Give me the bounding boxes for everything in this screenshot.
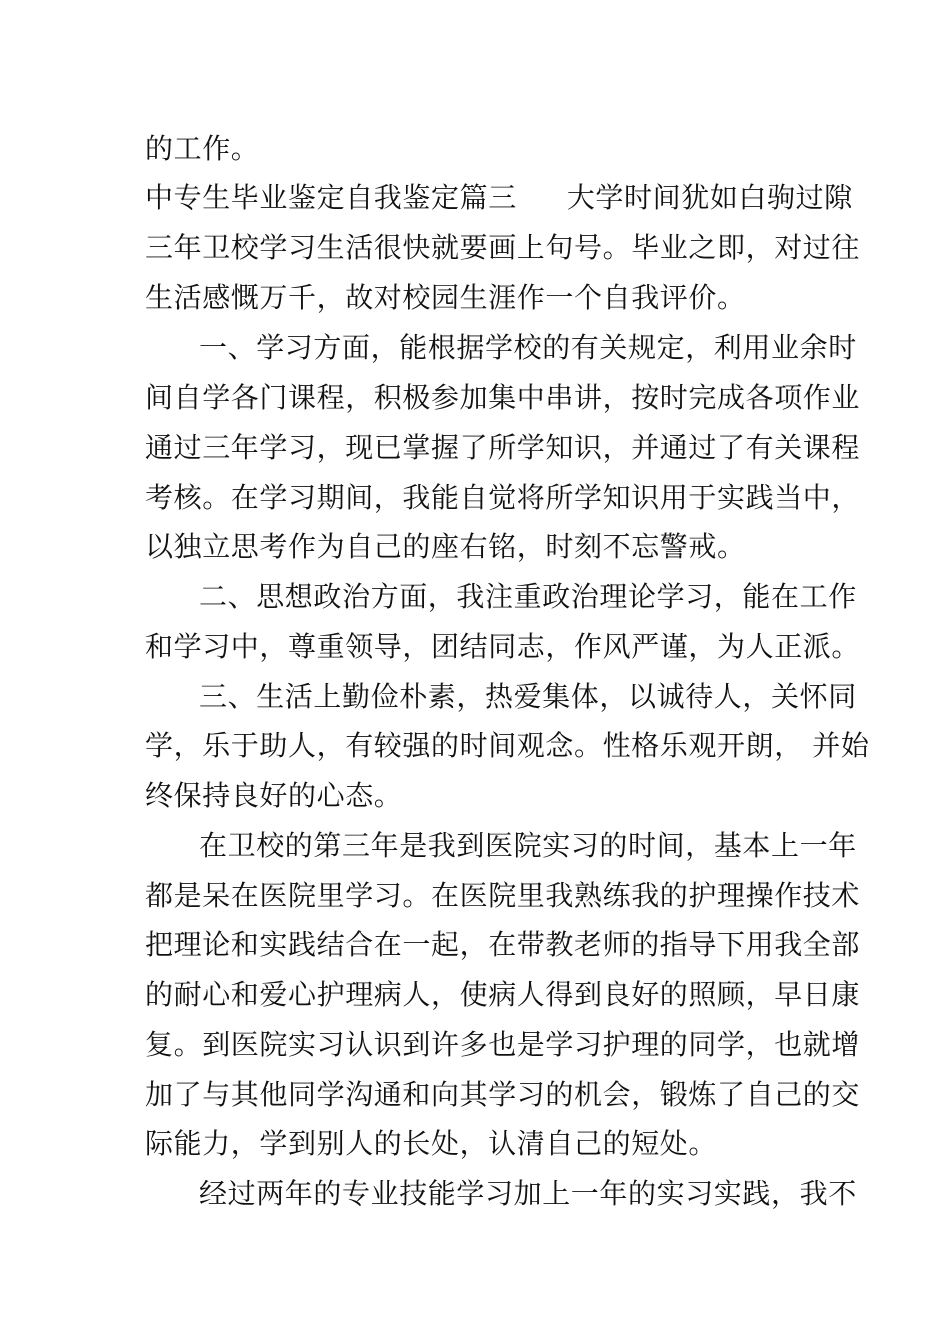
- text-line: 学，乐于助人，有较强的时间观念。性格乐观开朗， 并始: [145, 729, 870, 762]
- text-line: 通过三年学习，现已掌握了所学知识，并通过了有关课程: [145, 431, 861, 464]
- text-line: 都是呆在医院里学习。在医院里我熟练我的护理操作技术: [145, 879, 861, 912]
- text-line: 考核。在学习期间，我能自觉将所学知识用于实践当中，: [145, 481, 861, 514]
- text-line: 加了与其他同学沟通和向其学习的机会，锻炼了自己的交: [145, 1078, 861, 1111]
- text-line: 际能力，学到别人的长处，认清自己的短处。: [145, 1127, 718, 1160]
- text-line: 和学习中，尊重领导，团结同志，作风严谨，为人正派。: [145, 630, 861, 663]
- text-line: 二、思想政治方面，我注重政治理论学习，能在工作: [199, 580, 857, 613]
- text-line: 大学时间犹如白驹过隙: [566, 181, 853, 214]
- section-heading-line: [145, 178, 853, 218]
- text-line: 间自学各门课程，积极参加集中串讲，按时完成各项作业: [145, 381, 861, 414]
- text-line: 三年卫校学习生活很快就要画上句号。毕业之即，对过往: [145, 231, 861, 264]
- text-line: 复。到医院实习认识到许多也是学习护理的同学，也就增: [145, 1028, 861, 1061]
- text-line: 经过两年的专业技能学习加上一年的实习实践，我不: [199, 1177, 857, 1210]
- section-title: 中专生毕业鉴定自我鉴定篇三: [145, 181, 517, 214]
- text-line: 生活感慨万千，故对校园生涯作一个自我评价。: [145, 281, 746, 314]
- text-line: 的耐心和爱心护理病人，使病人得到良好的照顾，早日康: [145, 978, 861, 1011]
- text-line: 在卫校的第三年是我到医院实习的时间，基本上一年: [199, 829, 857, 862]
- text-line: 的工作。: [145, 132, 260, 165]
- text-line: 一、学习方面，能根据学校的有关规定，利用业余时: [199, 331, 857, 364]
- text-line: 终保持良好的心态。: [145, 779, 403, 812]
- text-line: 把理论和实践结合在一起，在带教老师的指导下用我全部: [145, 928, 861, 961]
- text-line: 三、生活上勤俭朴素，热爱集体，以诚待人，关怀同: [199, 680, 857, 713]
- text-line: 以独立思考作为自己的座右铭，时刻不忘警戒。: [145, 530, 746, 563]
